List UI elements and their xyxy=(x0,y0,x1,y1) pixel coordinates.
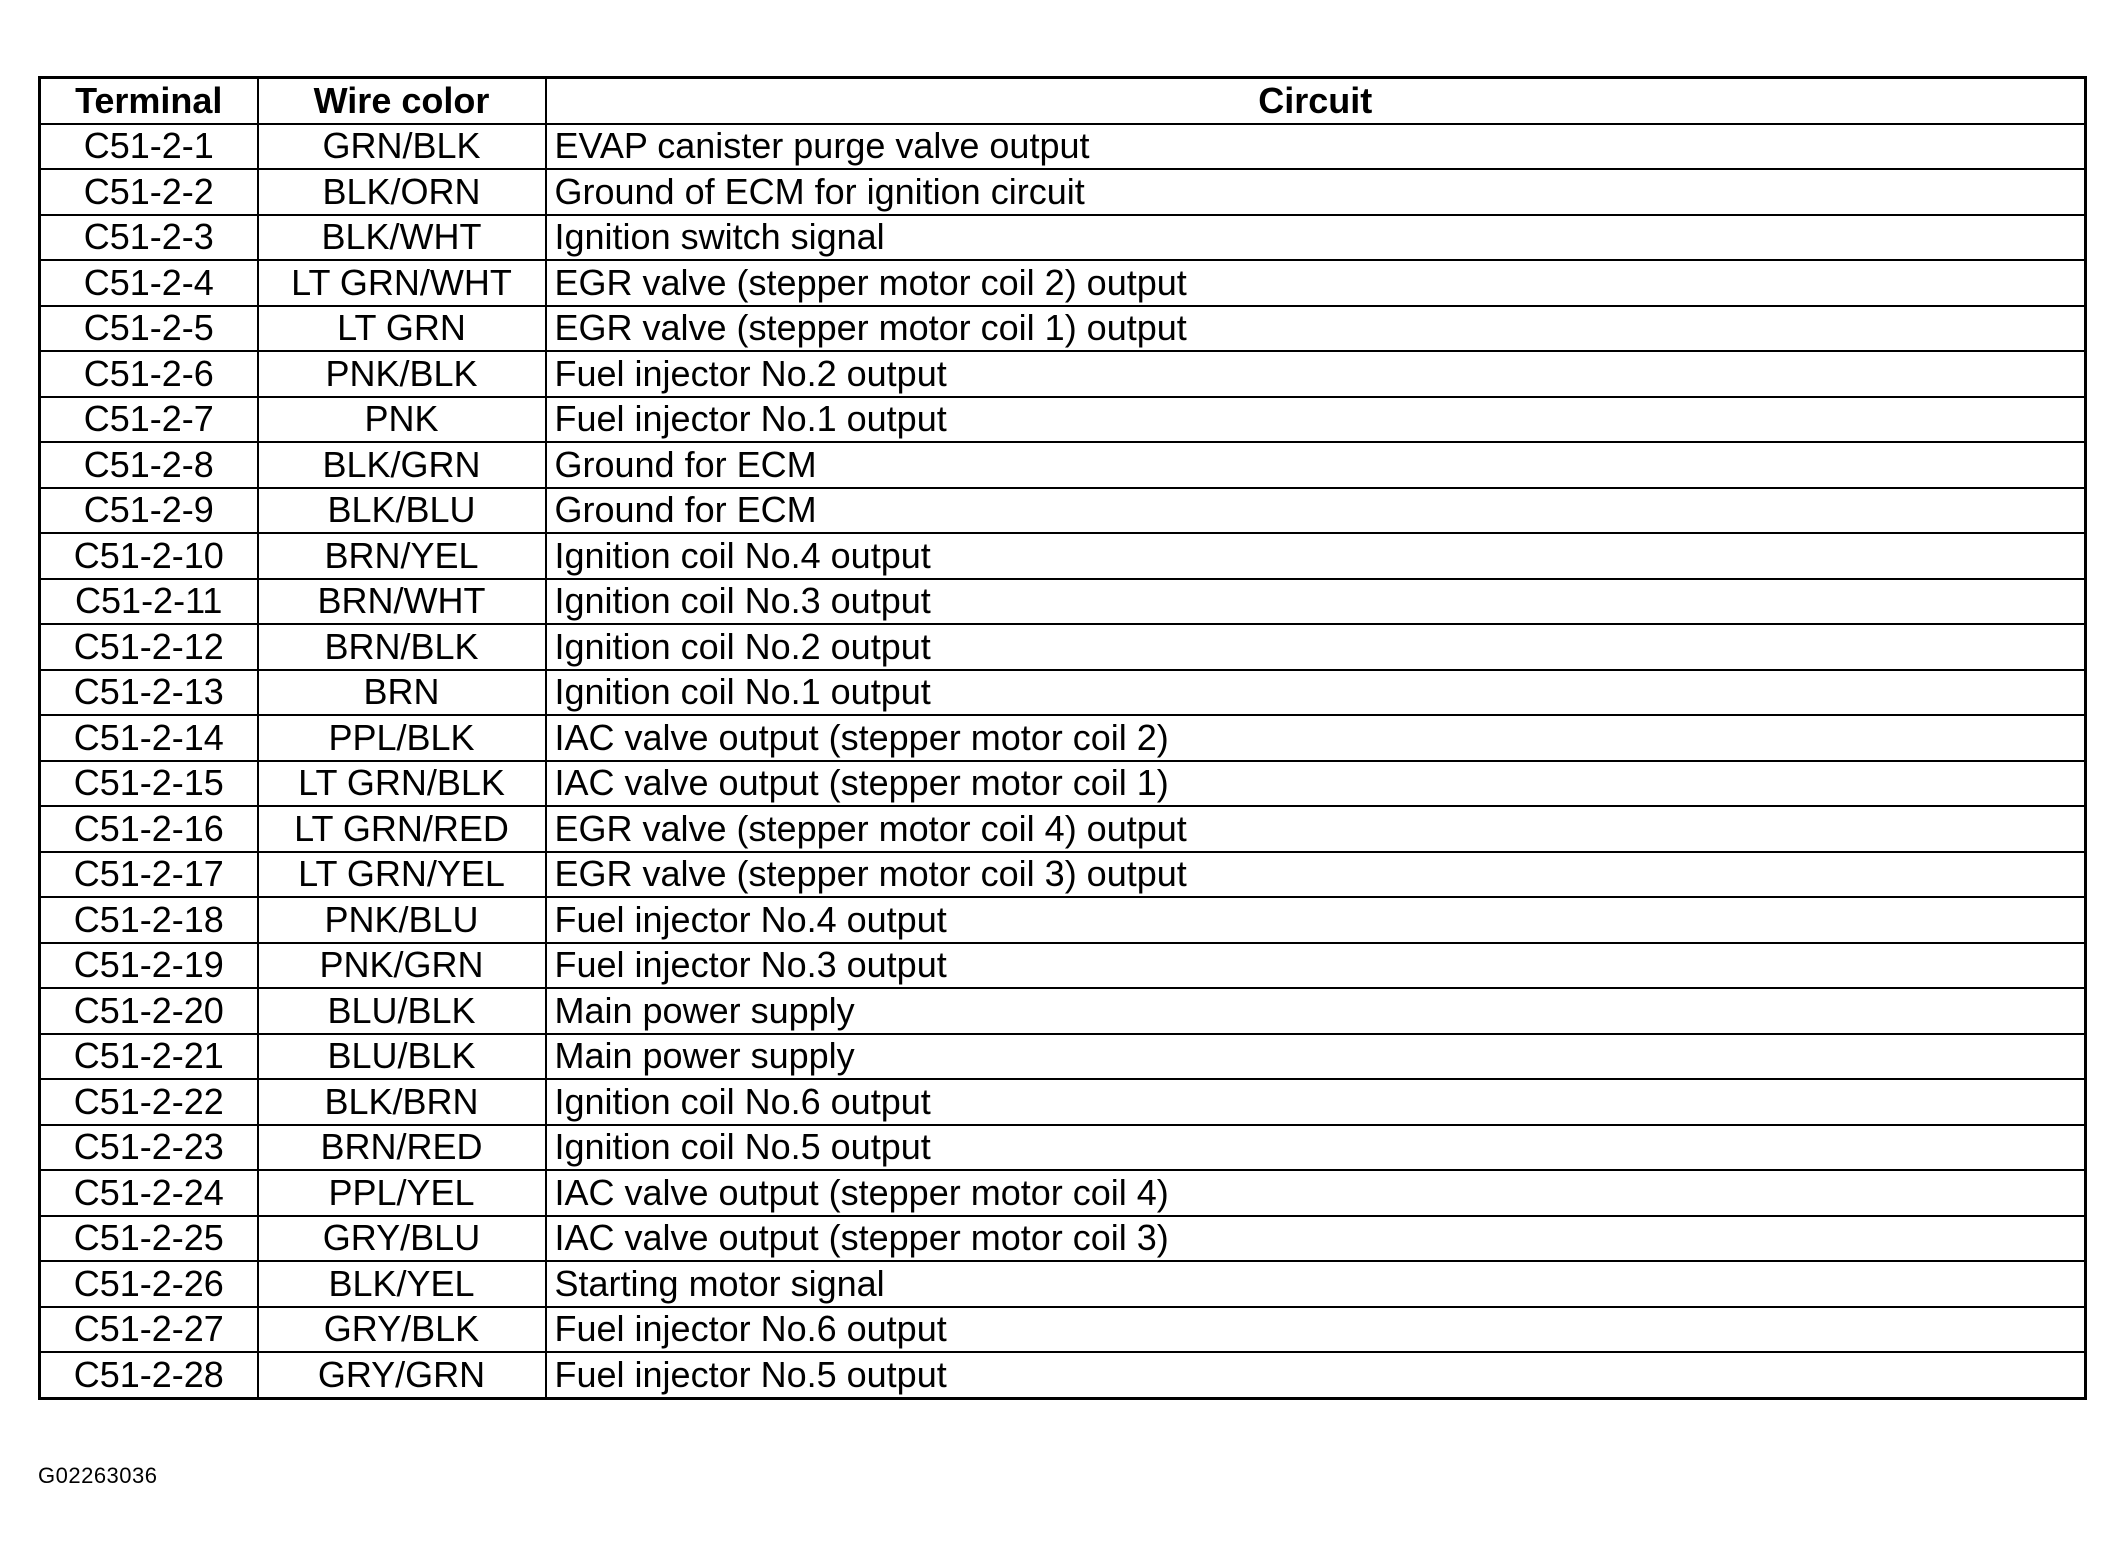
terminal-cell: C51-2-11 xyxy=(40,579,258,625)
table-row xyxy=(40,1307,2086,1353)
table-row xyxy=(40,169,2086,215)
terminal-cell: C51-2-8 xyxy=(40,442,258,488)
circuit-cell: IAC valve output (stepper motor coil 3) xyxy=(546,1216,2086,1262)
wire-color-cell: BLU/BLK xyxy=(258,988,546,1034)
circuit-cell: EGR valve (stepper motor coil 2) output xyxy=(546,260,2086,306)
table-row xyxy=(40,351,2086,397)
circuit-cell: Ignition coil No.1 output xyxy=(546,670,2086,716)
circuit-cell: Fuel injector No.6 output xyxy=(546,1307,2086,1353)
wire-color-cell: LT GRN xyxy=(258,306,546,352)
terminal-cell: C51-2-13 xyxy=(40,670,258,716)
wire-color-cell: PNK/BLU xyxy=(258,897,546,943)
wire-color-cell: GRY/BLK xyxy=(258,1307,546,1353)
wire-color-cell: BLK/BRN xyxy=(258,1079,546,1125)
wire-color-cell: LT GRN/RED xyxy=(258,806,546,852)
wire-color-cell: PPL/BLK xyxy=(258,715,546,761)
table-header-row xyxy=(40,78,2086,124)
wire-color-cell: GRY/BLU xyxy=(258,1216,546,1262)
circuit-cell: Ignition coil No.2 output xyxy=(546,624,2086,670)
wire-color-cell: BRN/RED xyxy=(258,1125,546,1171)
wire-color-cell: PPL/YEL xyxy=(258,1170,546,1216)
circuit-cell: Ground of ECM for ignition circuit xyxy=(546,169,2086,215)
terminal-cell: C51-2-20 xyxy=(40,988,258,1034)
table-row xyxy=(40,897,2086,943)
terminal-cell: C51-2-12 xyxy=(40,624,258,670)
table-row xyxy=(40,943,2086,989)
terminal-cell: C51-2-25 xyxy=(40,1216,258,1262)
terminal-cell: C51-2-10 xyxy=(40,533,258,579)
table-row xyxy=(40,988,2086,1034)
circuit-cell: Ignition coil No.6 output xyxy=(546,1079,2086,1125)
terminal-cell: C51-2-17 xyxy=(40,852,258,898)
table-row xyxy=(40,1216,2086,1262)
circuit-cell: Ground for ECM xyxy=(546,442,2086,488)
circuit-cell: EGR valve (stepper motor coil 1) output xyxy=(546,306,2086,352)
header-circuit: Circuit xyxy=(546,78,2086,124)
table-row xyxy=(40,260,2086,306)
terminal-cell: C51-2-6 xyxy=(40,351,258,397)
wire-color-cell: BLU/BLK xyxy=(258,1034,546,1080)
circuit-cell: Fuel injector No.5 output xyxy=(546,1352,2086,1398)
circuit-cell: EGR valve (stepper motor coil 4) output xyxy=(546,806,2086,852)
circuit-cell: Starting motor signal xyxy=(546,1261,2086,1307)
table-row xyxy=(40,761,2086,807)
wire-color-cell: PNK/GRN xyxy=(258,943,546,989)
wire-color-cell: LT GRN/YEL xyxy=(258,852,546,898)
table-row xyxy=(40,1261,2086,1307)
circuit-cell: Fuel injector No.4 output xyxy=(546,897,2086,943)
wire-color-cell: LT GRN/WHT xyxy=(258,260,546,306)
table-row xyxy=(40,715,2086,761)
table-row xyxy=(40,624,2086,670)
wire-color-cell: GRY/GRN xyxy=(258,1352,546,1398)
table-row xyxy=(40,124,2086,170)
wire-color-cell: BLK/BLU xyxy=(258,488,546,534)
wire-color-cell: BRN/BLK xyxy=(258,624,546,670)
terminal-cell: C51-2-19 xyxy=(40,943,258,989)
table-row xyxy=(40,579,2086,625)
terminal-cell: C51-2-24 xyxy=(40,1170,258,1216)
table-row xyxy=(40,1352,2086,1398)
table-row xyxy=(40,397,2086,443)
terminal-cell: C51-2-1 xyxy=(40,124,258,170)
wire-color-cell: BLK/YEL xyxy=(258,1261,546,1307)
terminal-cell: C51-2-16 xyxy=(40,806,258,852)
terminal-cell: C51-2-9 xyxy=(40,488,258,534)
circuit-cell: Ignition coil No.5 output xyxy=(546,1125,2086,1171)
terminal-cell: C51-2-14 xyxy=(40,715,258,761)
table-row xyxy=(40,852,2086,898)
header-terminal: Terminal xyxy=(40,78,258,124)
circuit-cell: Main power supply xyxy=(546,1034,2086,1080)
wire-color-cell: BRN xyxy=(258,670,546,716)
table-row xyxy=(40,806,2086,852)
circuit-cell: Ignition switch signal xyxy=(546,215,2086,261)
circuit-cell: EVAP canister purge valve output xyxy=(546,124,2086,170)
circuit-cell: IAC valve output (stepper motor coil 4) xyxy=(546,1170,2086,1216)
circuit-cell: Ignition coil No.4 output xyxy=(546,533,2086,579)
table-row xyxy=(40,1170,2086,1216)
figure-id: G02263036 xyxy=(38,1463,158,1488)
terminal-cell: C51-2-7 xyxy=(40,397,258,443)
circuit-cell: IAC valve output (stepper motor coil 1) xyxy=(546,761,2086,807)
table-row xyxy=(40,215,2086,261)
terminal-cell: C51-2-2 xyxy=(40,169,258,215)
header-wire-color: Wire color xyxy=(258,78,546,124)
circuit-cell: IAC valve output (stepper motor coil 2) xyxy=(546,715,2086,761)
table-row xyxy=(40,488,2086,534)
circuit-cell: Fuel injector No.3 output xyxy=(546,943,2086,989)
table-row xyxy=(40,442,2086,488)
wire-color-cell: BRN/WHT xyxy=(258,579,546,625)
circuit-cell: Main power supply xyxy=(546,988,2086,1034)
terminal-cell: C51-2-26 xyxy=(40,1261,258,1307)
terminal-cell: C51-2-22 xyxy=(40,1079,258,1125)
circuit-cell: Ignition coil No.3 output xyxy=(546,579,2086,625)
wire-color-cell: BRN/YEL xyxy=(258,533,546,579)
terminal-cell: C51-2-27 xyxy=(40,1307,258,1353)
terminal-cell: C51-2-5 xyxy=(40,306,258,352)
circuit-cell: Fuel injector No.2 output xyxy=(546,351,2086,397)
table-row xyxy=(40,1079,2086,1125)
table-row xyxy=(40,1034,2086,1080)
circuit-cell: Fuel injector No.1 output xyxy=(546,397,2086,443)
wire-color-cell: PNK xyxy=(258,397,546,443)
terminal-cell: C51-2-28 xyxy=(40,1352,258,1398)
terminal-cell: C51-2-3 xyxy=(40,215,258,261)
wire-color-cell: BLK/ORN xyxy=(258,169,546,215)
table-row xyxy=(40,306,2086,352)
table-row xyxy=(40,533,2086,579)
terminal-cell: C51-2-15 xyxy=(40,761,258,807)
terminal-cell: C51-2-18 xyxy=(40,897,258,943)
wire-color-cell: BLK/GRN xyxy=(258,442,546,488)
terminal-cell: C51-2-21 xyxy=(40,1034,258,1080)
terminal-cell: C51-2-23 xyxy=(40,1125,258,1171)
terminal-table xyxy=(38,76,2087,1400)
table-row xyxy=(40,1125,2086,1171)
circuit-cell: EGR valve (stepper motor coil 3) output xyxy=(546,852,2086,898)
wire-color-cell: GRN/BLK xyxy=(258,124,546,170)
table-body xyxy=(40,124,2086,1399)
wire-color-cell: BLK/WHT xyxy=(258,215,546,261)
circuit-cell: Ground for ECM xyxy=(546,488,2086,534)
wire-color-cell: PNK/BLK xyxy=(258,351,546,397)
table-row xyxy=(40,670,2086,716)
terminal-cell: C51-2-4 xyxy=(40,260,258,306)
wire-color-cell: LT GRN/BLK xyxy=(258,761,546,807)
